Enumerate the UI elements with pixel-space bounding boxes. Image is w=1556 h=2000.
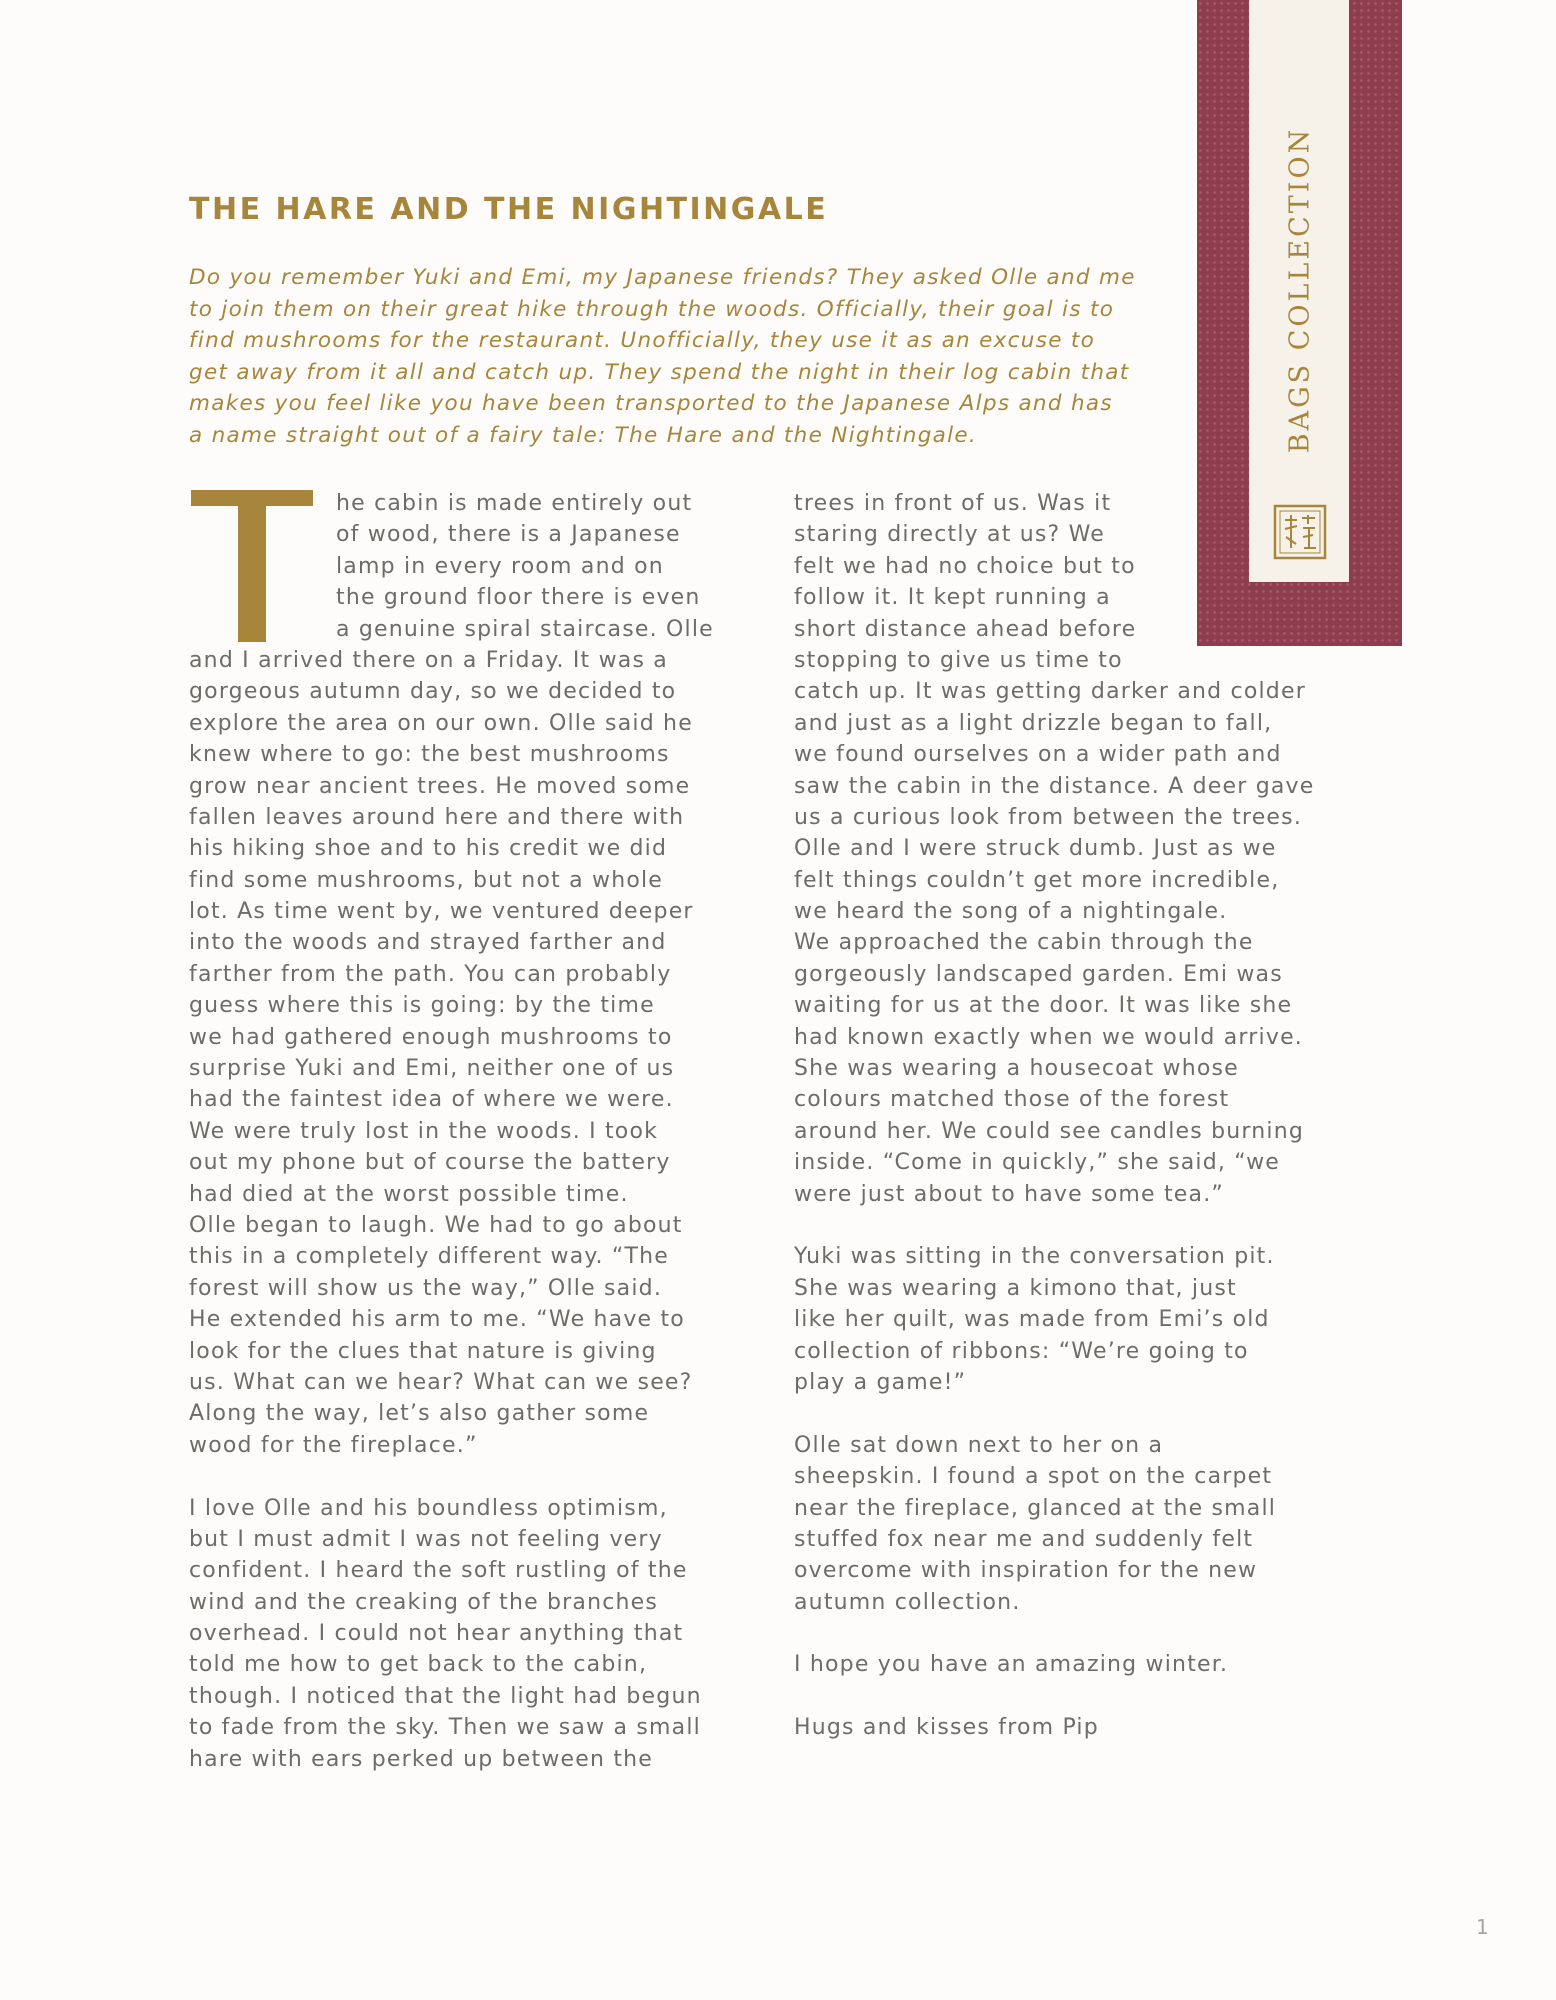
text-line: overcome with inspiration for the new xyxy=(794,1558,1258,1584)
text-line: hare with ears perked up between the xyxy=(189,1746,654,1772)
text-line: Hugs and kisses from Pip xyxy=(794,1715,1099,1741)
text-line: farther from the path. You can probably xyxy=(189,961,672,987)
text-line: collection of ribbons: “We’re going to xyxy=(794,1338,1249,1364)
text-line: gorgeously landscaped garden. Emi was xyxy=(794,961,1283,987)
intro-line: get away from it all and catch up. They spend the night in their log cabin that xyxy=(189,359,1130,385)
text-line: us. What can we hear? What can we see? xyxy=(189,1369,693,1395)
text-line: play a game!” xyxy=(794,1369,967,1395)
text-line: waiting for us at the door. It was like she xyxy=(794,993,1293,1019)
text-line: and I arrived there on a Friday. It was a xyxy=(189,647,668,673)
paragraph-gap xyxy=(794,1210,1354,1241)
text-line: I love Olle and his boundless optimism, xyxy=(189,1495,668,1521)
text-line: this in a completely different way. “The xyxy=(189,1244,669,1270)
paragraph-gap xyxy=(189,1461,749,1492)
paragraph-gap xyxy=(794,1681,1354,1712)
text-line: look for the clues that nature is giving xyxy=(189,1338,657,1364)
text-line: autumn collection. xyxy=(794,1589,1021,1615)
text-line: we found ourselves on a wider path and xyxy=(794,742,1282,768)
text-line: out my phone but of course the battery xyxy=(189,1150,671,1176)
text-line: fallen leaves around here and there with xyxy=(189,804,685,830)
text-line: we had gathered enough mushrooms to xyxy=(189,1024,673,1050)
article-title: THE HARE AND THE NIGHTINGALE xyxy=(189,192,829,227)
text-line: like her quilt, was made from Emi’s old xyxy=(794,1307,1270,1333)
text-line: he cabin is made entirely out xyxy=(336,491,693,516)
text-line: told me how to get back to the cabin, xyxy=(189,1652,648,1678)
text-line: saw the cabin in the distance. A deer gave xyxy=(794,773,1315,799)
seal-logo-icon xyxy=(1273,504,1327,560)
text-line: his hiking shoe and to his credit we did xyxy=(189,836,668,862)
text-line: wind and the creaking of the branches xyxy=(189,1589,659,1615)
text-line: were just about to have some tea.” xyxy=(794,1181,1224,1207)
text-line: Yuki was sitting in the conversation pit. xyxy=(794,1244,1275,1270)
text-line: Olle and I were struck dumb. Just as we xyxy=(794,836,1277,862)
text-line: had died at the worst possible time. xyxy=(189,1181,629,1207)
text-line: overhead. I could not hear anything that xyxy=(189,1621,684,1647)
text-line: short distance ahead before xyxy=(794,616,1137,642)
text-line: lamp in every room and on xyxy=(336,553,664,579)
text-line: wood for the fireplace.” xyxy=(189,1432,478,1458)
text-line: we heard the song of a nightingale. xyxy=(794,899,1228,925)
text-line: into the woods and strayed farther and xyxy=(189,930,667,956)
text-line: stuffed fox near me and suddenly felt xyxy=(794,1526,1254,1552)
text-line: Along the way, let’s also gather some xyxy=(189,1401,650,1427)
text-line: to fade from the sky. Then we saw a small xyxy=(189,1715,701,1741)
page-number: 1 xyxy=(1476,1915,1489,1939)
text-line: knew where to go: the best mushrooms xyxy=(189,742,670,768)
sidebar-label: BAGS COLLECTION xyxy=(1284,126,1316,454)
text-line: She was wearing a housecoat whose xyxy=(794,1056,1239,1082)
text-line: forest will show us the way,” Olle said. xyxy=(189,1275,663,1301)
intro-line: find mushrooms for the restaurant. Unofficially, they use it as an excuse to xyxy=(189,328,1096,353)
right-column xyxy=(794,488,1354,1744)
text-line: a genuine spiral staircase. Olle xyxy=(336,616,714,642)
paragraph-gap xyxy=(794,1618,1354,1649)
intro-line: a name straight out of a fairy tale: The Hare and the Nightingale. xyxy=(189,422,978,448)
text-line: follow it. It kept running a xyxy=(794,585,1111,611)
text-line: inside. “Come in quickly,” she said, “we xyxy=(794,1150,1281,1176)
text-line: around her. We could see candles burning xyxy=(794,1118,1305,1144)
intro-line: to join them on their great hike through the woods. Officially, their goal is to xyxy=(189,296,1115,322)
text-line: catch up. It was getting darker and colder xyxy=(794,679,1306,705)
left-column xyxy=(189,488,749,1775)
text-line: had known exactly when we would arrive. xyxy=(794,1024,1303,1050)
text-line: confident. I heard the soft rustling of the xyxy=(189,1558,688,1584)
text-line: us a curious look from between the trees. xyxy=(794,804,1303,830)
paragraph-gap xyxy=(794,1398,1354,1429)
text-line: We approached the cabin through the xyxy=(794,930,1254,956)
text-line: lot. As time went by, we ventured deeper xyxy=(189,899,694,925)
text-line: of wood, there is a Japanese xyxy=(336,522,681,548)
text-line: trees in front of us. Was it xyxy=(794,491,1112,516)
intro-paragraph xyxy=(189,262,1169,451)
text-line: find some mushrooms, but not a whole xyxy=(189,867,664,893)
text-line: grow near ancient trees. He moved some xyxy=(189,773,691,799)
text-line: He extended his arm to me. “We have to xyxy=(189,1307,685,1333)
text-line: but I must admit I was not feeling very xyxy=(189,1526,663,1552)
text-line: gorgeous autumn day, so we decided to xyxy=(189,679,677,705)
text-line: sheepskin. I found a spot on the carpet xyxy=(794,1464,1273,1490)
text-line: Olle began to laugh. We had to go about xyxy=(189,1212,683,1238)
text-line: the ground floor there is even xyxy=(336,585,701,611)
text-line: guess where this is going: by the time xyxy=(189,993,655,1019)
text-line: though. I noticed that the light had begun xyxy=(189,1683,702,1709)
text-line: near the fireplace, glanced at the small xyxy=(794,1495,1277,1521)
text-line: She was wearing a kimono that, just xyxy=(794,1275,1237,1301)
text-line: felt we had no choice but to xyxy=(794,553,1136,579)
text-line: explore the area on our own. Olle said he xyxy=(189,710,693,736)
text-line: and just as a light drizzle began to fall, xyxy=(794,710,1273,736)
text-line: colours matched those of the forest xyxy=(794,1087,1230,1113)
text-line: I hope you have an amazing winter. xyxy=(794,1652,1229,1678)
intro-line: Do you remember Yuki and Emi, my Japanese friends? They asked Olle and me xyxy=(189,265,1136,290)
text-line: staring directly at us? We xyxy=(794,522,1106,548)
text-line: had the faintest idea of where we were. xyxy=(189,1087,674,1113)
intro-line: makes you feel like you have been transported to the Japanese Alps and has xyxy=(189,391,1113,416)
text-line: felt things couldn’t get more incredible, xyxy=(794,867,1280,893)
text-line: Olle sat down next to her on a xyxy=(794,1432,1164,1458)
text-line: stopping to give us time to xyxy=(794,647,1123,673)
text-line: surprise Yuki and Emi, neither one of us xyxy=(189,1056,675,1082)
text-line: We were truly lost in the woods. I took xyxy=(189,1118,659,1144)
